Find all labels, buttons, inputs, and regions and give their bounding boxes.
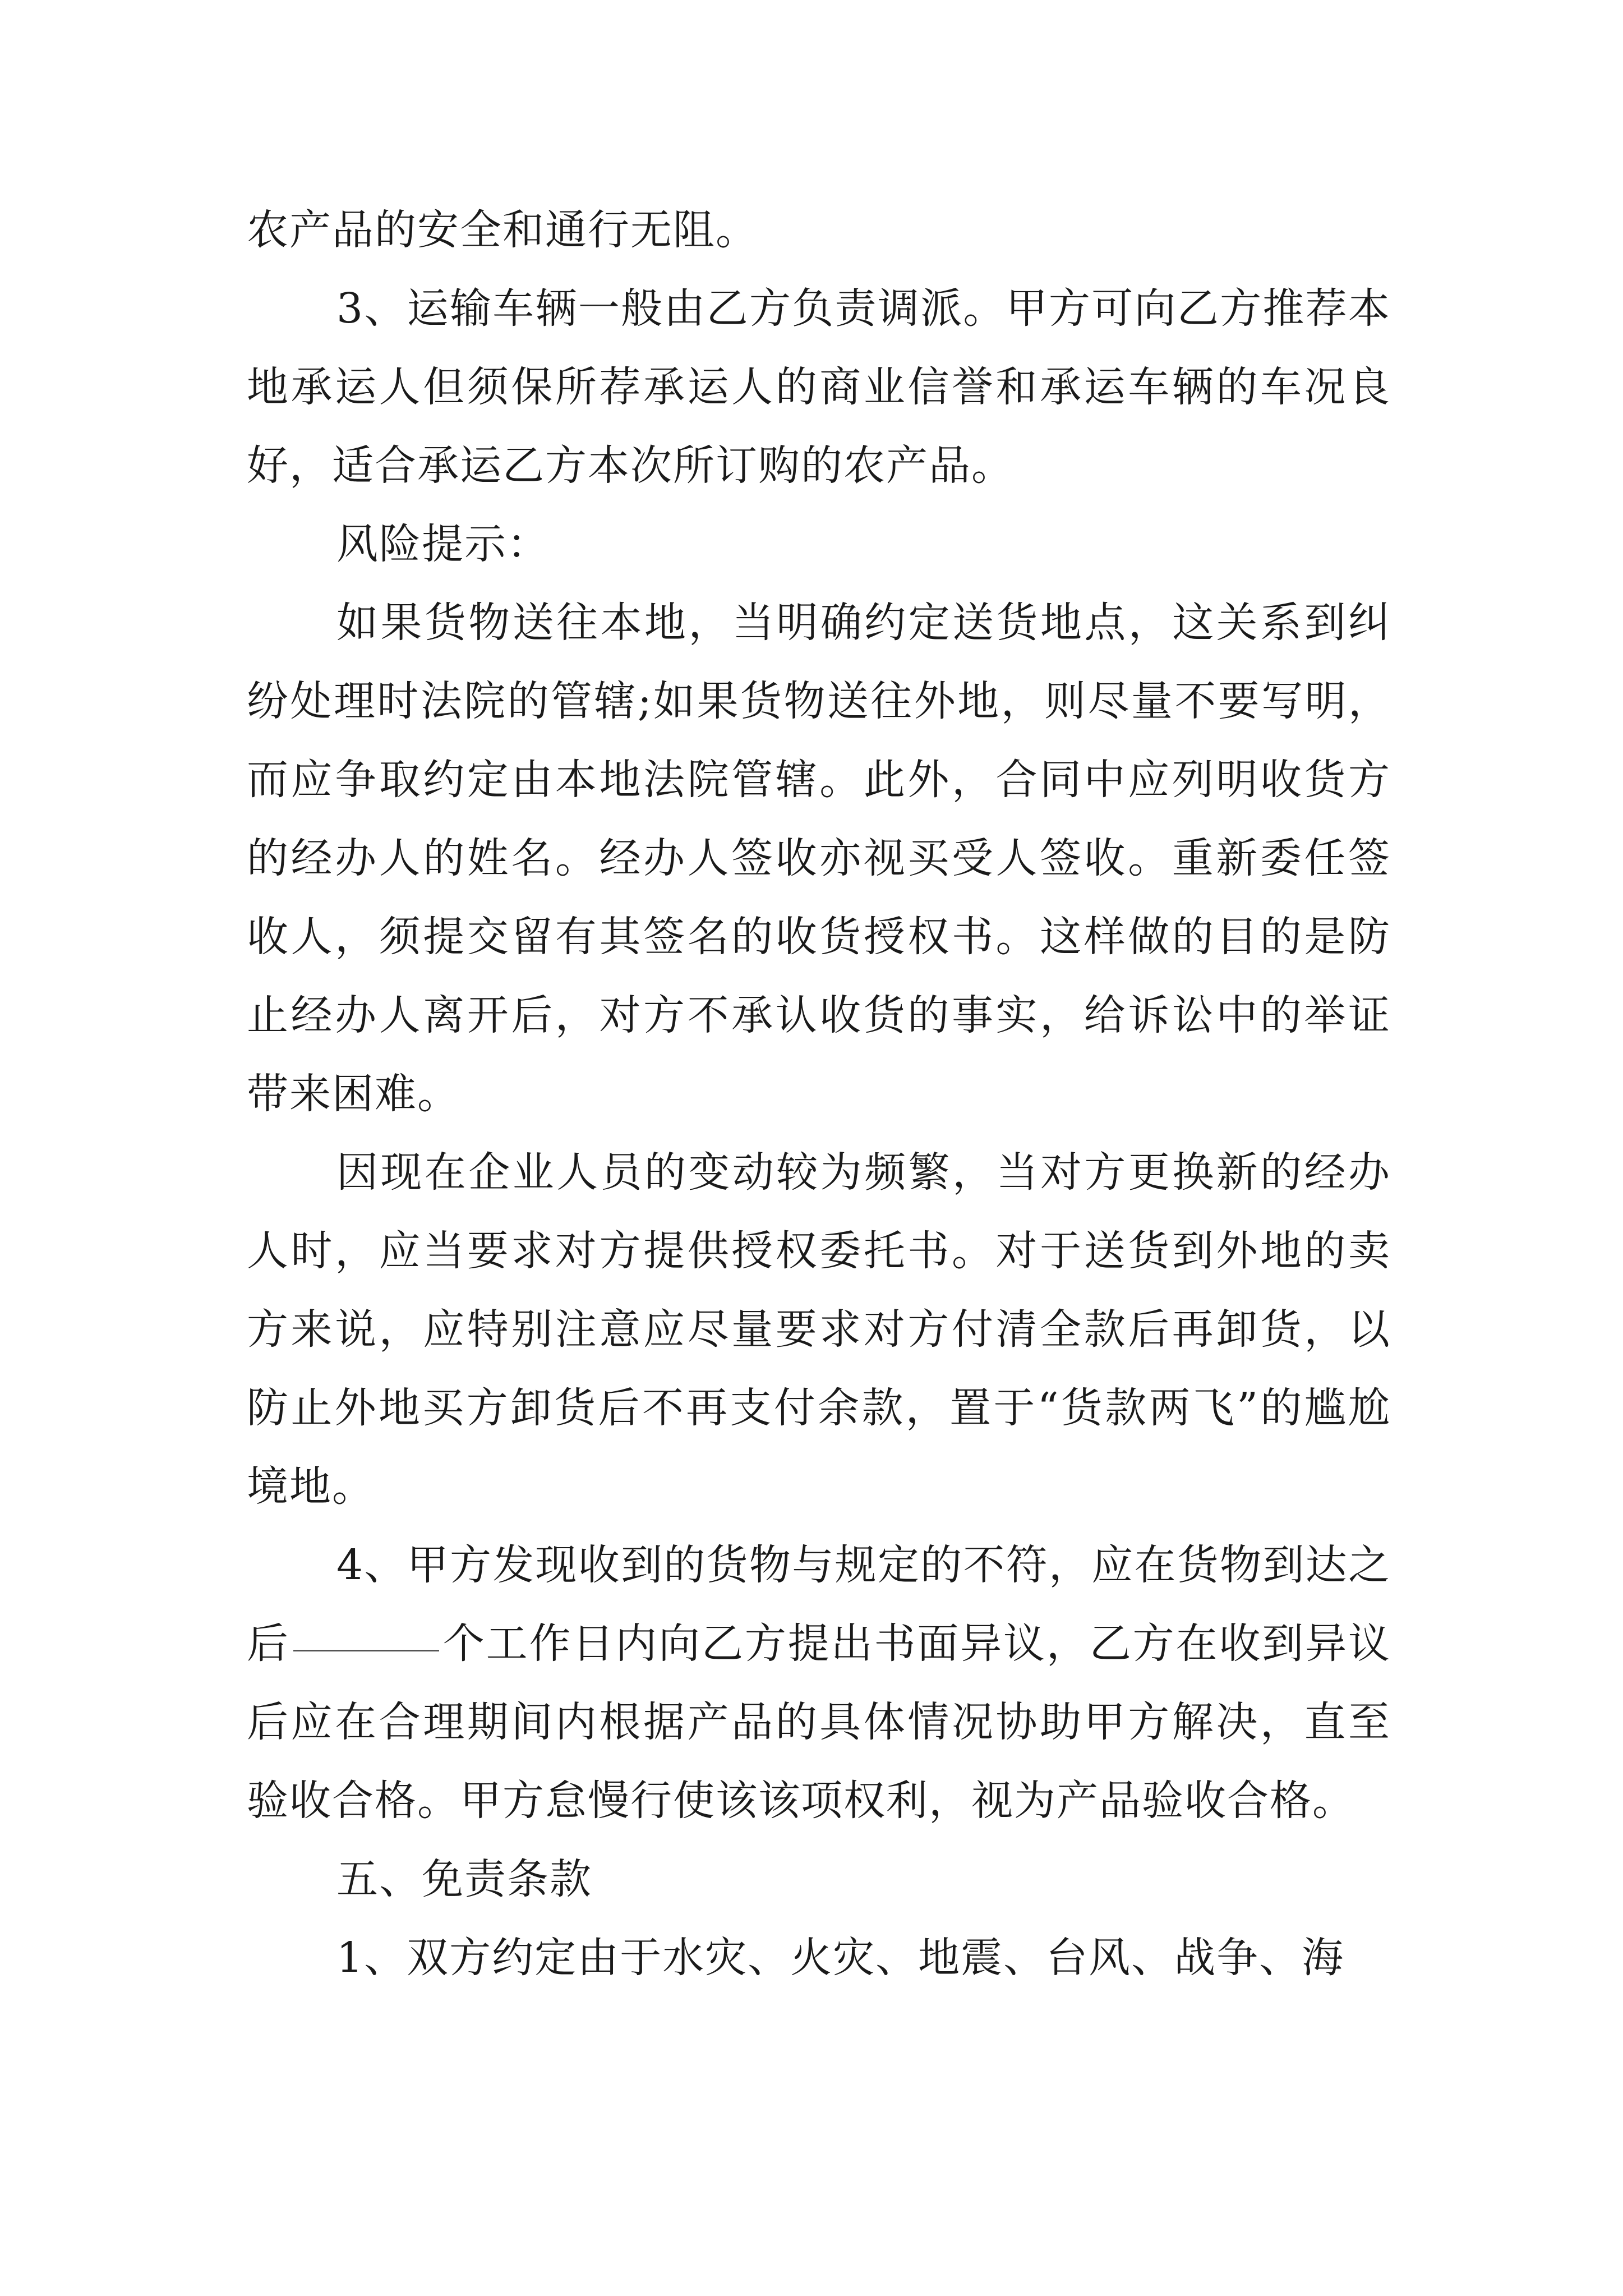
section-heading-exemption: 五、免责条款 <box>336 1855 592 1903</box>
clause-4-text-after: 个工作日内向乙方提出书面异议，乙方在收到异议后应在合理期间内根据产品的具体情况协助甲方解决，直至验收合格。甲方怠慢行使该该项权利，视为产品验收合格。 <box>247 1619 1391 1825</box>
paragraph-clause-3: 3、运输车辆一般由乙方负责调派。甲方可向乙方推荐本地承运人但须保所荐承运人的商业信誉和承运车辆的车况良好，适合承运乙方本次所订购的农产品。 <box>247 284 1391 490</box>
document-body <box>247 191 1391 1997</box>
paragraph-risk-personnel: 因现在企业人员的变动较为频繁，当对方更换新的经办人时，应当要求对方提供授权委托书。对于送货到外地的卖方来说，应特别注意应尽量要求对方付清全款后再卸货，以防止外地买方卸货后不再支付余款，置于“货款两飞”的尴尬境地。 <box>247 1148 1391 1511</box>
fill-in-blank-days[interactable] <box>293 1649 439 1651</box>
paragraph-continuation: 农产品的安全和通行无阻。 <box>247 206 758 254</box>
paragraph-risk-delivery: 如果货物送往本地，当明确约定送货地点，这关系到纠纷处理时法院的管辖;如果货物送往外地，则尽量不要写明，而应争取约定由本地法院管辖。此外，合同中应列明收货方的经办人的姓名。经办人签收亦视买受人签收。重新委任签收人，须提交留有其签名的收货授权书。这样做的目的是防止经办人离开后，对方不承认收货的事实，给诉讼中的举证带来困难。 <box>247 599 1391 1118</box>
clause-4-text-before: 4、甲方发现收到的货物与规定的不符，应在货物到达之后 <box>247 1541 1391 1668</box>
paragraph-clause-4 <box>247 1526 1391 1840</box>
risk-notice-heading: 风险提示： <box>336 520 550 568</box>
paragraph-exemption-1: 1、双方约定由于水灾、火灾、地震、台风、战争、海 <box>336 1934 1345 1982</box>
